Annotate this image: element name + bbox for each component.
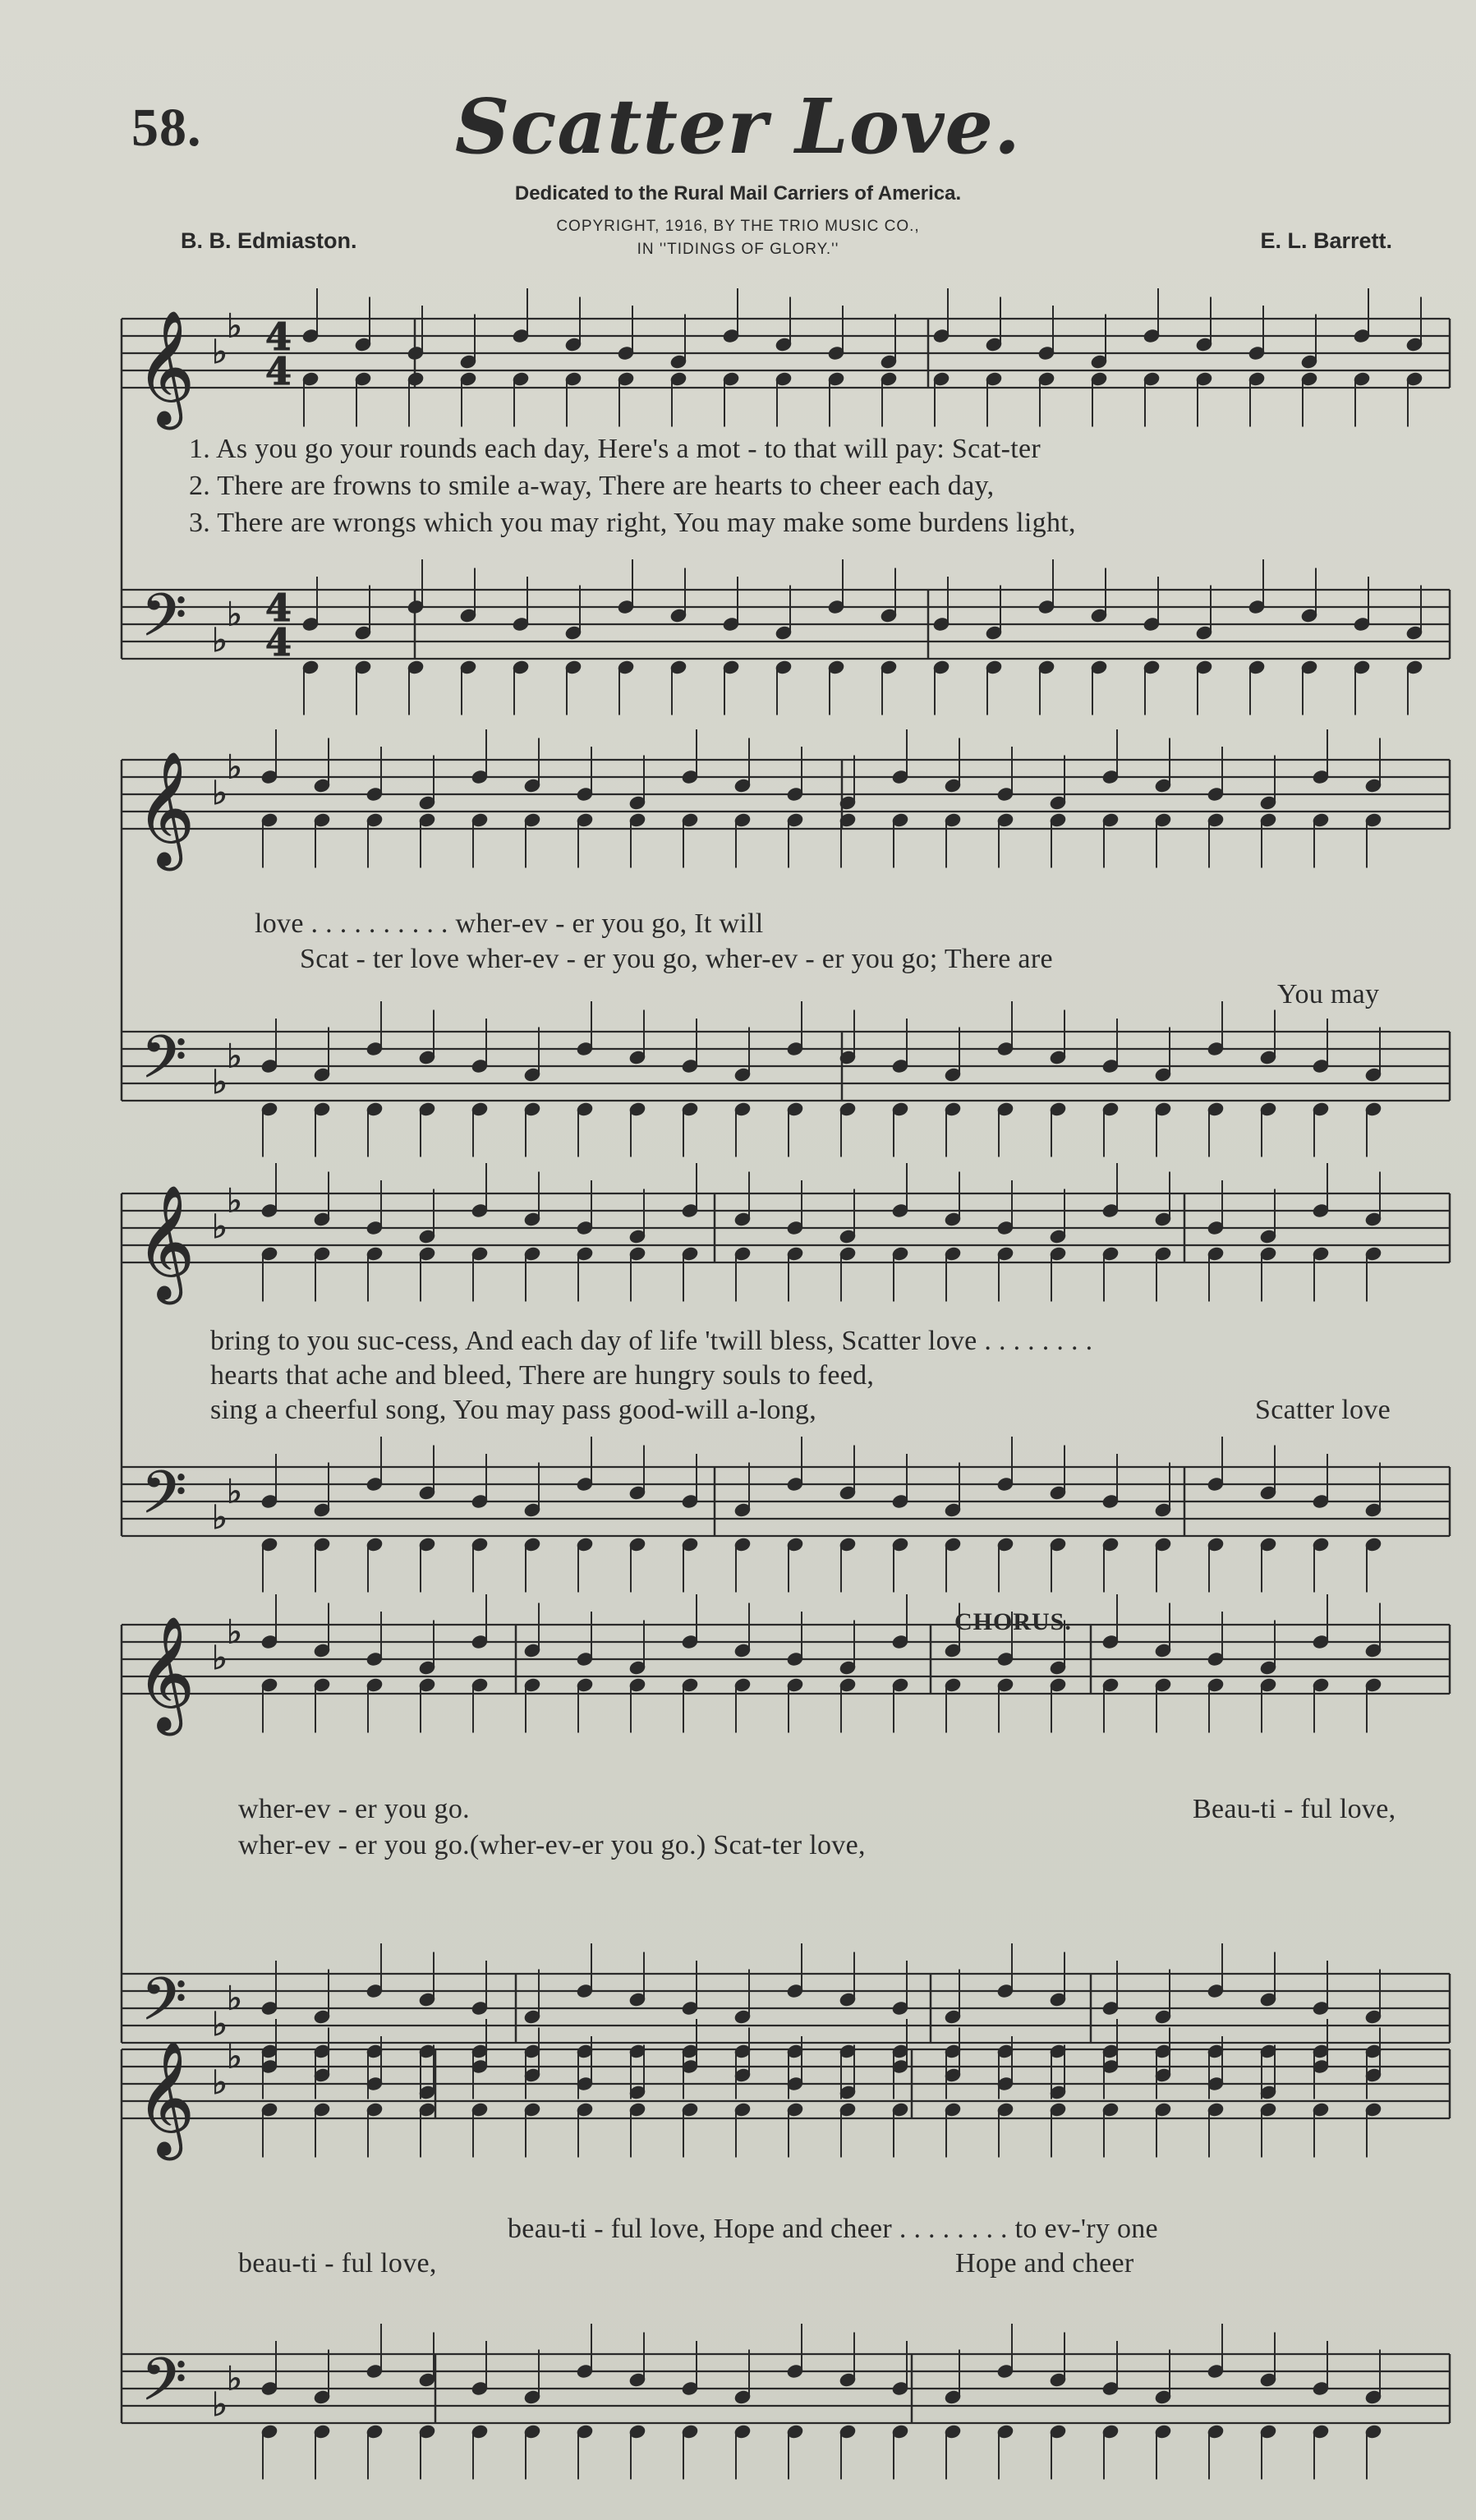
page-number: 58. — [131, 98, 202, 158]
bass-clef-icon: 𝄢 — [141, 582, 187, 664]
flat-icon: ♭ — [212, 1208, 228, 1246]
lyric-line-4b: wher-ev - er you go.(wher-ev-er you go.) Scat-ter love, — [238, 1830, 866, 1860]
time-signature-digit: 4 — [265, 315, 292, 359]
time-signature-digit: 4 — [265, 620, 292, 664]
flat-icon: ♭ — [227, 1037, 242, 1076]
lyric-verse-2-line-2: Scat - ter love wher-ev - er you go, wher-ev - er you go; There are — [300, 944, 1053, 974]
treble-clef-icon: 𝄞 — [136, 752, 195, 866]
bass-clef-icon: 𝄢 — [141, 1966, 187, 2048]
flat-icon: ♭ — [227, 1182, 242, 1221]
lyric-verse-3-line-3-end: Scatter love — [1255, 1395, 1391, 1425]
lyric-verse-3-line-1: 3. There are wrongs which you may right, You may make some burdens light, — [189, 508, 1076, 538]
treble-clef-icon: 𝄞 — [136, 310, 195, 425]
song-title: Scatter Love. — [454, 82, 1022, 171]
lyric-chorus-1: Beau-ti - ful love, — [1193, 1794, 1396, 1824]
composer-credit: E. L. Barrett. — [1260, 228, 1392, 253]
flat-icon: ♭ — [227, 596, 242, 634]
lyric-verse-2-line-3: hearts that ache and bleed, There are hungry souls to feed, — [210, 1360, 875, 1391]
flat-icon: ♭ — [212, 2386, 228, 2424]
lyric-verse-3-line-2: You may — [1277, 979, 1380, 1009]
copyright-line-1: COPYRIGHT, 1916, BY THE TRIO MUSIC CO., — [556, 218, 920, 235]
treble-clef-icon: 𝄞 — [136, 1616, 195, 1731]
flat-icon: ♭ — [227, 307, 242, 346]
flat-icon: ♭ — [212, 1499, 228, 1537]
lyric-verse-3-line-3: sing a cheerful song, You may pass good-will a-long, — [210, 1395, 817, 1425]
time-signature-digit: 4 — [265, 586, 292, 630]
bass-clef-icon: 𝄢 — [141, 2346, 187, 2428]
flat-icon: ♭ — [227, 2360, 242, 2398]
flat-icon: ♭ — [212, 622, 228, 660]
flat-icon: ♭ — [212, 1064, 228, 1101]
flat-icon: ♭ — [212, 2064, 228, 2102]
flat-icon: ♭ — [227, 748, 242, 787]
flat-icon: ♭ — [227, 1613, 242, 1652]
lyric-chorus-2: beau-ti - ful love, Hope and cheer . . . . . . . . to ev-'ry one — [508, 2214, 1158, 2244]
bass-clef-icon: 𝄢 — [141, 1023, 187, 1106]
copyright-line-2: IN ''TIDINGS OF GLORY.'' — [637, 241, 839, 258]
treble-clef-icon: 𝄞 — [136, 2041, 195, 2155]
lyric-verse-1-line-2: love . . . . . . . . . . wher-ev - er you go, It will — [255, 908, 764, 939]
lyric-line-4a: wher-ev - er you go. — [238, 1794, 470, 1824]
flat-icon: ♭ — [227, 1473, 242, 1511]
lyric-verse-1-line-1: 1. As you go your rounds each day, Here's a mot - to that will pay: Scat-ter — [189, 434, 1041, 464]
flat-icon: ♭ — [212, 775, 228, 812]
chorus-label: CHORUS. — [954, 1608, 1072, 1635]
flat-icon: ♭ — [212, 1639, 228, 1677]
time-signature-digit: 4 — [265, 349, 292, 393]
treble-clef-icon: 𝄞 — [136, 1185, 195, 1299]
lyric-verse-2-line-1: 2. There are frowns to smile a-way, There are hearts to cheer each day, — [189, 471, 995, 501]
bass-clef-icon: 𝄢 — [141, 1459, 187, 1541]
flat-icon: ♭ — [227, 1980, 242, 2018]
lyric-verse-1-line-3: bring to you suc-cess, And each day of life 'twill bless, Scatter love . . . . . . . . — [210, 1326, 1093, 1356]
dedication: Dedicated to the Rural Mail Carriers of America. — [514, 182, 962, 205]
flat-icon: ♭ — [227, 2038, 242, 2076]
lyric-chorus-3: beau-ti - ful love, — [238, 2248, 437, 2279]
flat-icon: ♭ — [212, 333, 228, 371]
flat-icon: ♭ — [212, 2006, 228, 2044]
lyric-chorus-4: Hope and cheer — [955, 2248, 1134, 2279]
lyricist-credit: B. B. Edmiaston. — [181, 228, 357, 253]
